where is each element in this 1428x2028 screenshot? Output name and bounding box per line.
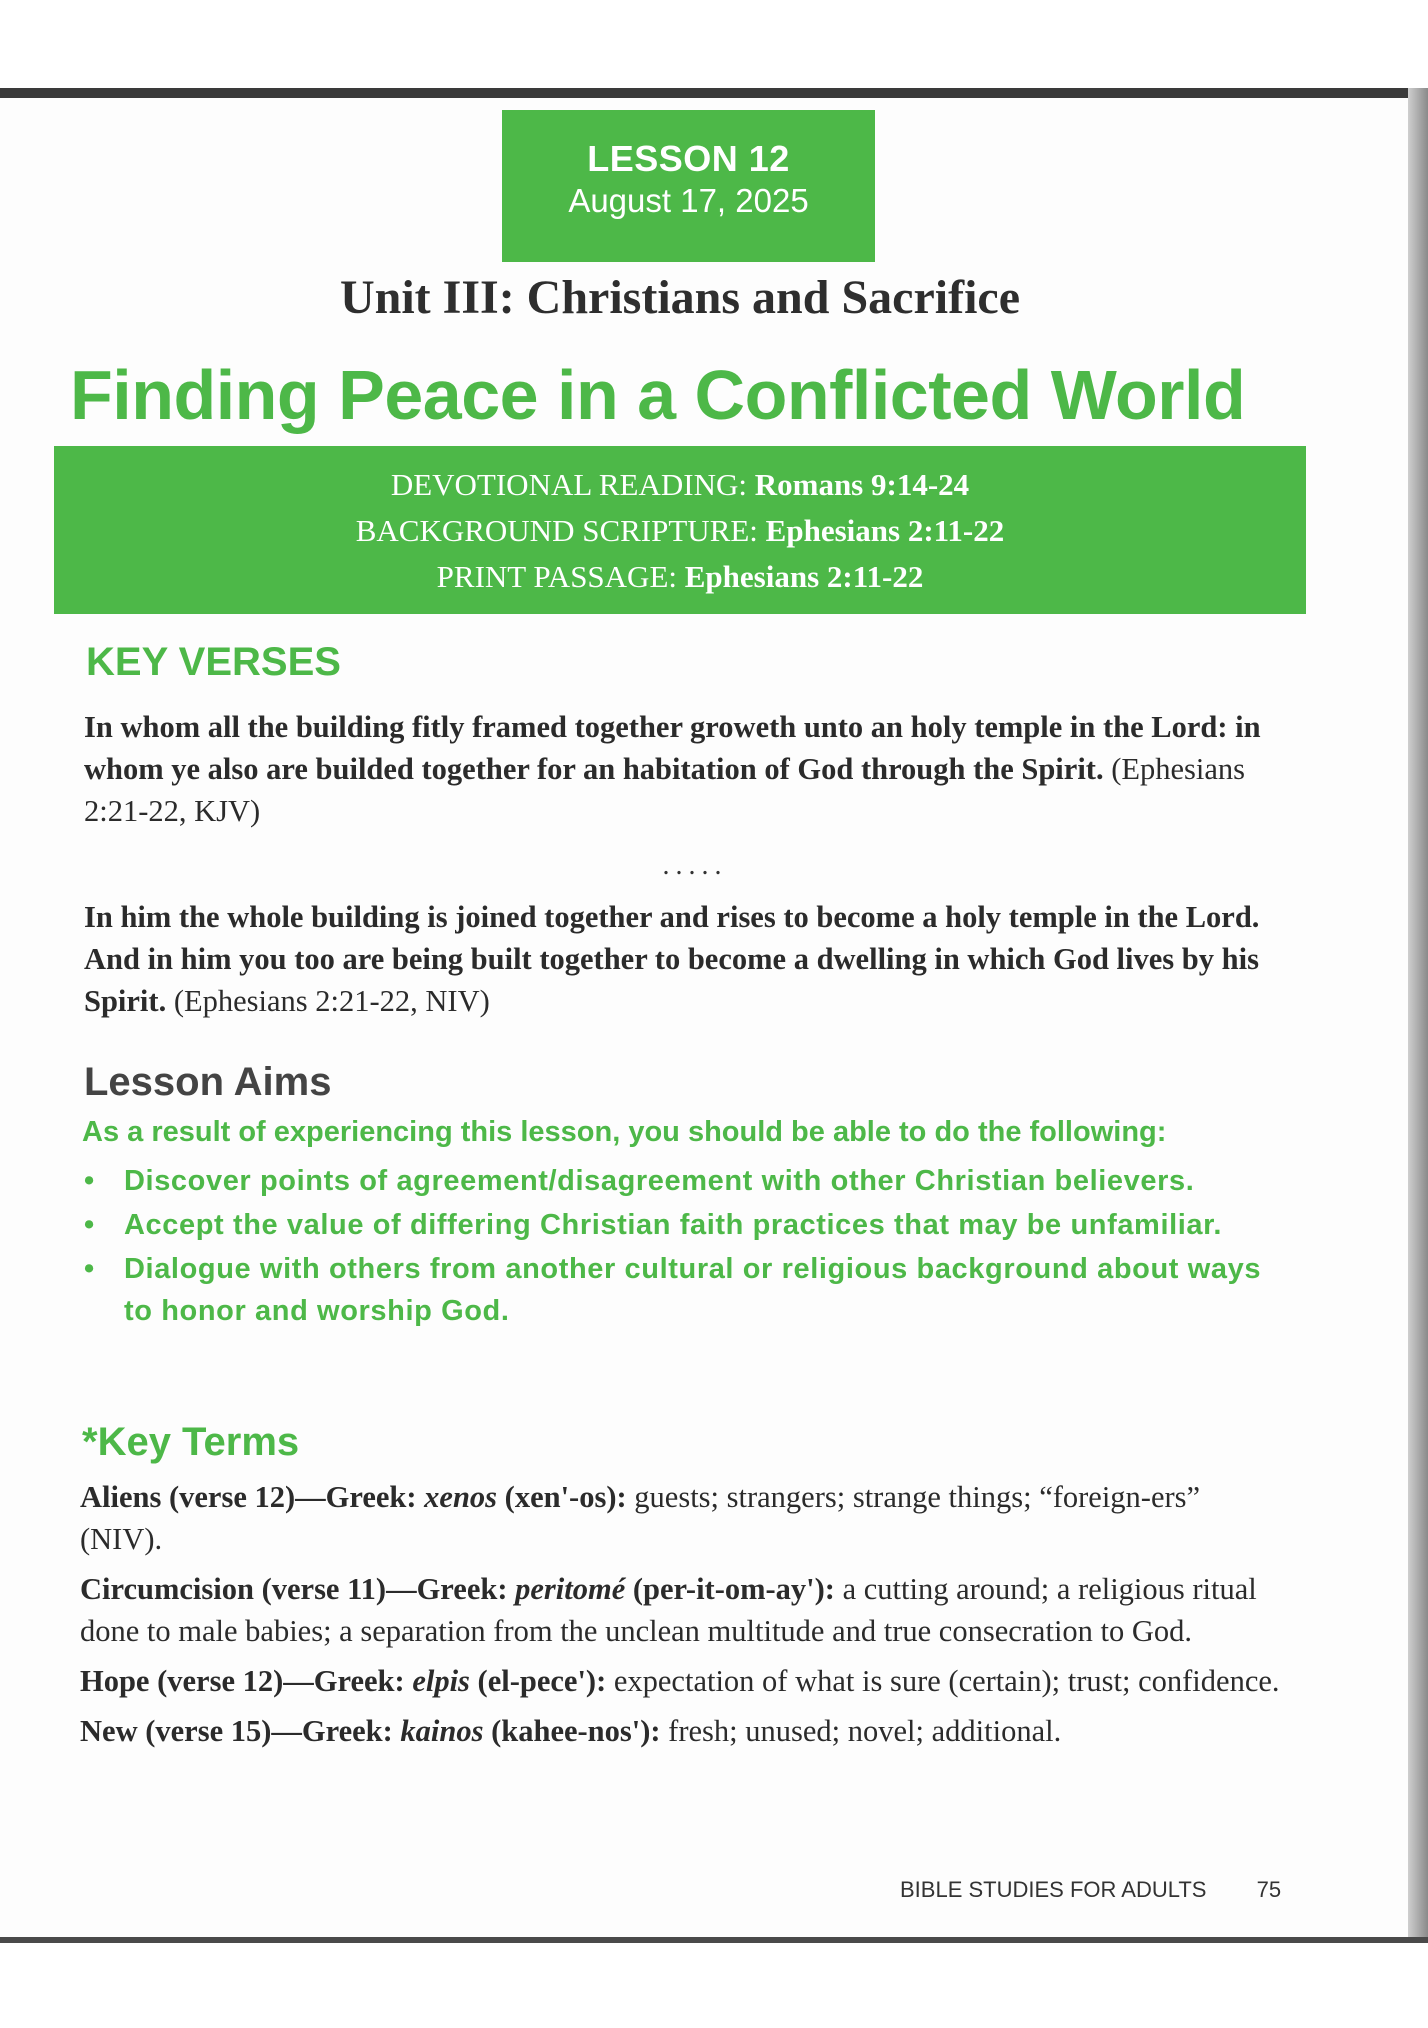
lesson-badge (502, 110, 875, 262)
term-word: New (verse 15)—Greek: (80, 1714, 393, 1748)
scan-edge-top (0, 88, 1428, 98)
key-verses-heading: KEY VERSES (86, 640, 341, 684)
lesson-number: LESSON 12 (587, 138, 790, 179)
term-word: Aliens (verse 12)—Greek: (80, 1480, 417, 1514)
definition: expectation of what is sure (certain); trust; confidence. (613, 1664, 1280, 1698)
scan-edge-right (1408, 88, 1428, 1943)
key-terms-list (80, 1476, 1280, 1760)
page-title: Finding Peace in a Conflicted World (70, 356, 1246, 434)
pronunciation: (xen'-os): (504, 1480, 627, 1514)
greek-word: xenos (424, 1480, 498, 1514)
pronunciation: (per-it-om-ay'): (632, 1572, 835, 1606)
reading-print-passage (54, 554, 1306, 600)
readings-banner (54, 446, 1306, 614)
verse-text: In whom all the building fitly framed together groweth unto an holy temple in the Lord: in whom ye also are builded together for an habitation of God through the Spirit. (84, 710, 1261, 786)
reading-devotional (54, 462, 1306, 508)
verse-separator: ..... (662, 850, 728, 881)
key-verse-kjv (84, 706, 1274, 832)
lesson-aims-heading: Lesson Aims (84, 1060, 332, 1104)
list-item (80, 1476, 1280, 1560)
reading-label: DEVOTIONAL READING: (390, 467, 747, 502)
definition: guests; strangers; strange things; “foreign-ers” (NIV). (80, 1480, 1201, 1556)
scan-edge-bottom (0, 1937, 1428, 1943)
term-word: Hope (verse 12)—Greek: (80, 1664, 405, 1698)
bullet-icon: • (84, 1253, 95, 1285)
lesson-aims-intro: As a result of experiencing this lesson, you should be able to do the following: (82, 1116, 1167, 1148)
pronunciation: (kahee-nos'): (491, 1714, 661, 1748)
term-word: Circumcision (verse 11)—Greek: (80, 1572, 508, 1606)
verse-reference: (Ephesians 2:21-22, NIV) (173, 984, 490, 1018)
definition: a cutting around; a religious ritual done to male babies; a separation from the unclean multitude and true consecration to God. (80, 1572, 1257, 1648)
reading-value: Ephesians 2:11-22 (765, 513, 1005, 548)
lesson-date: August 17, 2025 (568, 182, 809, 219)
reading-label: PRINT PASSAGE: (436, 559, 677, 594)
definition: fresh; unused; novel; additional. (668, 1714, 1062, 1748)
verse-text: In him the whole building is joined together and rises to become a holy temple in the Lord. And in him you too are being built together to become a dwelling in which God lives by his Spirit. (84, 900, 1260, 1018)
reading-label: BACKGROUND SCRIPTURE: (355, 513, 758, 548)
bullet-icon: • (84, 1165, 95, 1197)
publication-name: BIBLE STUDIES FOR ADULTS (900, 1877, 1207, 1902)
page-footer (900, 1877, 1300, 1903)
greek-word: elpis (412, 1664, 470, 1698)
greek-word: peritomé (515, 1572, 626, 1606)
pronunciation: (el-pece'): (477, 1664, 607, 1698)
list-item (82, 1248, 1272, 1332)
key-verse-niv (84, 896, 1274, 1022)
aim-text: Dialogue with others from another cultural or religious background about ways to honor and worship God. (124, 1253, 1262, 1327)
bullet-icon: • (84, 1209, 95, 1241)
lesson-aims-list (82, 1160, 1272, 1334)
reading-value: Ephesians 2:11-22 (684, 559, 924, 594)
list-item (80, 1568, 1280, 1652)
list-item (82, 1204, 1272, 1246)
unit-title: Unit III: Christians and Sacrifice (339, 271, 1021, 324)
aim-text: Accept the value of differing Christian faith practices that may be unfamiliar. (124, 1209, 1223, 1241)
aim-text: Discover points of agreement/disagreement with other Christian believers. (124, 1165, 1195, 1197)
list-item (82, 1160, 1272, 1202)
verse-reference: (Ephesians 2:21-22, KJV) (84, 752, 1246, 828)
key-terms-heading: *Key Terms (82, 1420, 300, 1464)
reading-background (54, 508, 1306, 554)
list-item (80, 1660, 1280, 1702)
list-item (80, 1710, 1280, 1752)
greek-word: kainos (400, 1714, 484, 1748)
reading-value: Romans 9:14-24 (754, 467, 970, 502)
page-number: 75 (1256, 1877, 1282, 1902)
